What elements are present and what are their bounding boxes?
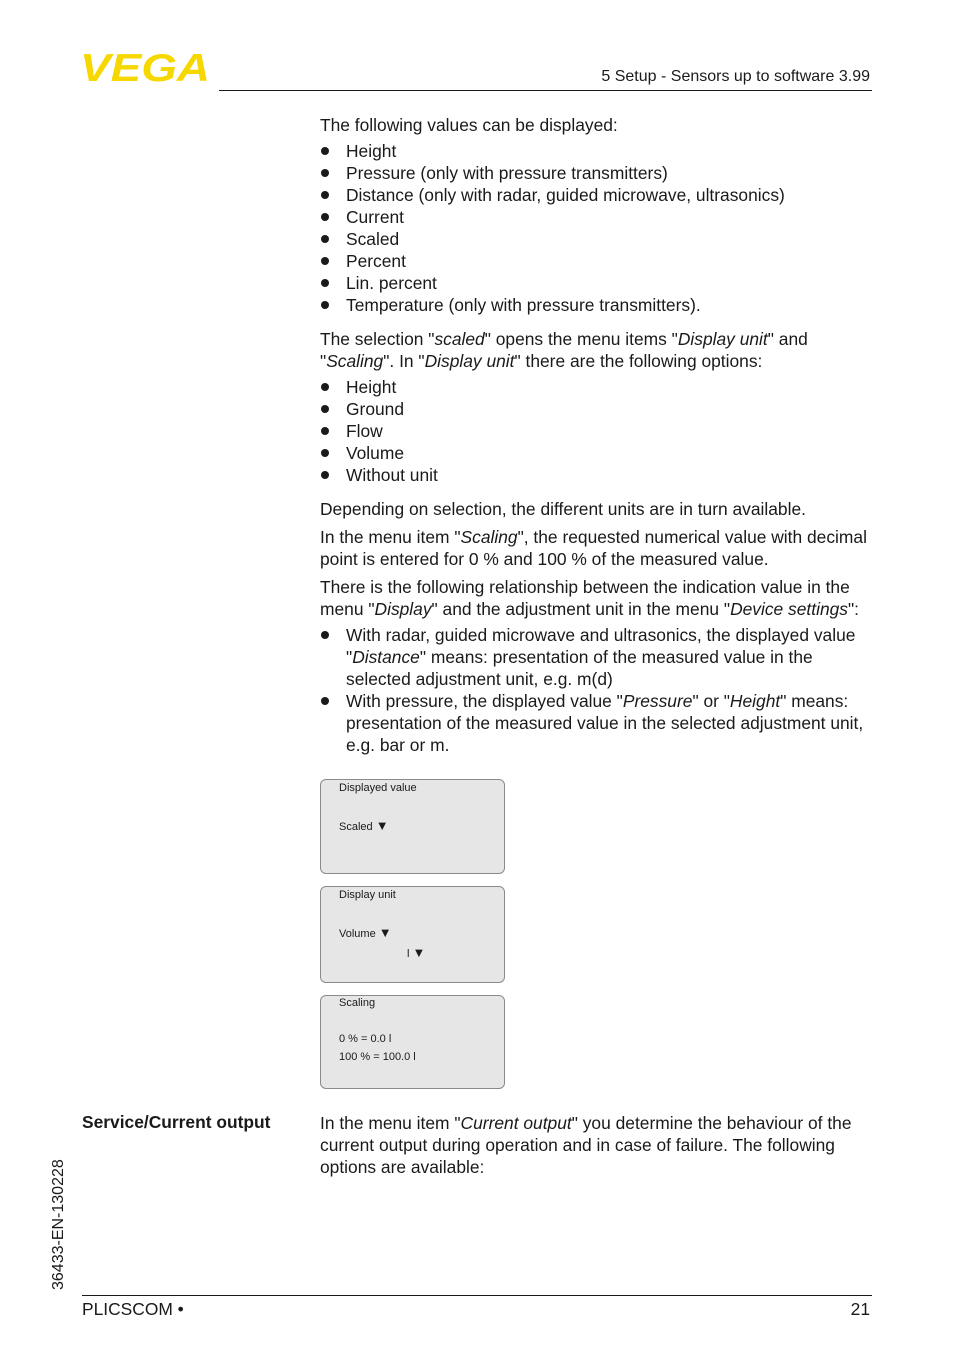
footer-divider: [82, 1295, 872, 1296]
list-item: Temperature (only with pressure transmitters).: [320, 294, 880, 316]
document-id: 36433-EN-130228: [50, 1159, 67, 1290]
display-title: Scaling: [339, 997, 376, 1009]
list-item: Without unit: [320, 464, 880, 486]
list-item: Flow: [320, 420, 880, 442]
unit-options-list: [320, 376, 880, 486]
display-value: Scaled ▼: [339, 818, 389, 833]
display-sub-value: l ▼: [407, 945, 426, 960]
list-item: Height: [320, 376, 880, 398]
display-panel-scaling: [320, 995, 505, 1089]
display-panel-display-unit: [320, 886, 505, 983]
side-heading: Service/Current output: [82, 1112, 271, 1132]
scaling-paragraph: In the menu item "Scaling", the requested numerical value with decimal point is entered for 0 % and 100 % of the measured value.: [320, 527, 867, 569]
list-item: Volume: [320, 442, 880, 464]
display-panel-displayed-value: [320, 779, 505, 874]
display-line: 0 % = 0.0 l: [339, 1033, 392, 1045]
list-item: Scaled: [320, 228, 880, 250]
product-name: PLICSCOM •: [82, 1299, 184, 1319]
list-item: Current: [320, 206, 880, 228]
relation-list: [320, 624, 880, 756]
display-values-list: [320, 140, 880, 316]
header-divider: [219, 90, 872, 91]
display-title: Display unit: [339, 889, 396, 901]
logo-text: VEGA: [80, 50, 210, 84]
intro-text: The following values can be displayed:: [320, 115, 618, 135]
display-line: 100 % = 100.0 l: [339, 1051, 416, 1063]
down-arrow-icon: ▼: [412, 945, 426, 960]
list-item: Pressure (only with pressure transmitters): [320, 162, 880, 184]
relation-paragraph: There is the following relationship between the indication value in the menu "Display" and the adjustment unit in the menu "Device settings":: [320, 577, 859, 619]
list-item: Height: [320, 140, 880, 162]
list-item: With radar, guided microwave and ultrasonics, the displayed value "Distance" means: presentation of the measured value in the selected adjustment unit, e.g. m(d): [320, 624, 880, 690]
list-item: With pressure, the displayed value "Pressure" or "Height" means: presentation of the measured value in the selected adjustment unit, e.g. bar or m.: [320, 690, 880, 756]
display-value: Volume ▼: [339, 925, 392, 940]
page-number: 21: [850, 1299, 870, 1319]
scaled-paragraph: The selection "scaled" opens the menu items "Display unit" and "Scaling". In "Display unit" there are the following options:: [320, 329, 808, 371]
service-text-block: [320, 1112, 880, 1178]
main-text-block: [320, 114, 880, 756]
display-title: Displayed value: [339, 782, 417, 794]
list-item: Lin. percent: [320, 272, 880, 294]
list-item: Distance (only with radar, guided microwave, ultrasonics): [320, 184, 880, 206]
list-item: Ground: [320, 398, 880, 420]
vega-logo: [80, 50, 212, 84]
down-arrow-icon: ▼: [378, 925, 392, 940]
down-arrow-icon: ▼: [375, 818, 389, 833]
section-title: 5 Setup - Sensors up to software 3.99: [601, 68, 870, 85]
list-item: Percent: [320, 250, 880, 272]
service-paragraph: In the menu item "Current output" you determine the behaviour of the current output during operation and in case of failure. The following options are available:: [320, 1113, 852, 1177]
depending-paragraph: Depending on selection, the different units are in turn available.: [320, 499, 806, 519]
